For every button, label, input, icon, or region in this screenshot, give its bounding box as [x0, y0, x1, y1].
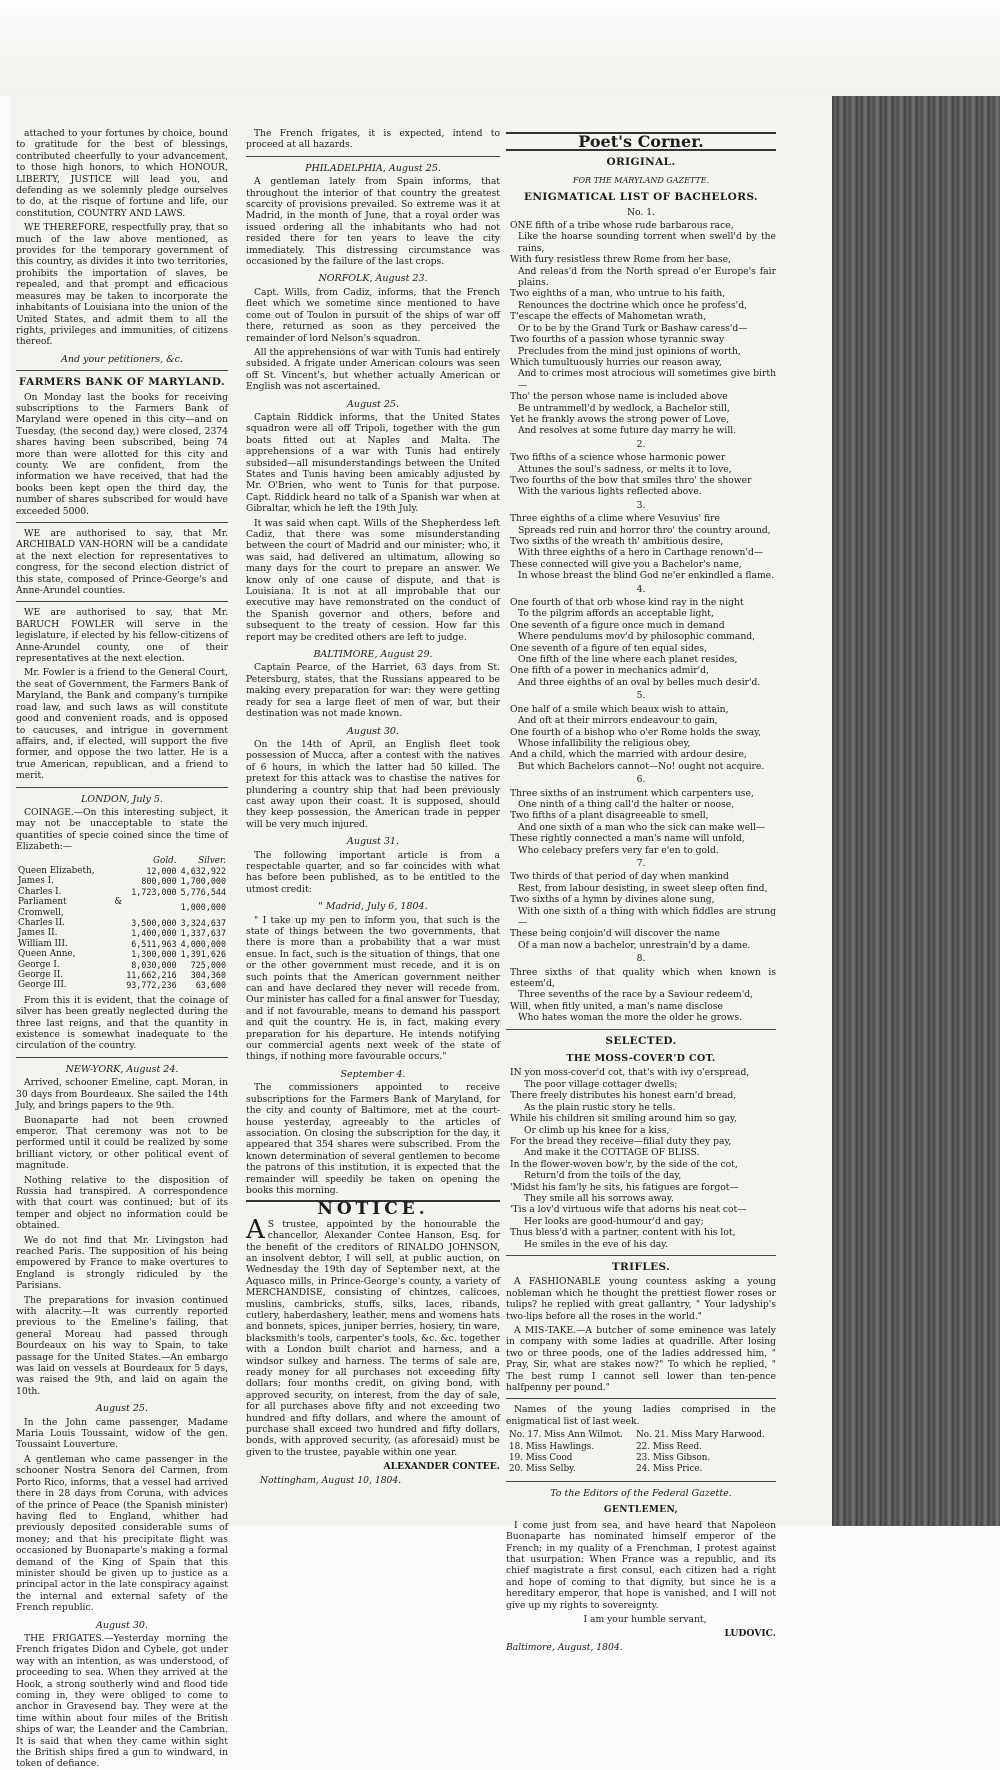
coinage-row [16, 939, 228, 949]
verse-line: And releas'd from the North spread o'er Europe's fair plains. [518, 265, 776, 289]
bank-heading: FARMERS BANK OF MARYLAND. [18, 376, 226, 389]
stanza-number: No. 1. [626, 206, 655, 218]
divider [506, 1255, 776, 1256]
letter-heading: To the Editors of the Federal Gazette. [550, 1487, 732, 1499]
verse-line: Two fifths of a plant disagreeable to smell, [510, 810, 709, 822]
reign-cell: James II. [18, 928, 58, 939]
letter-paragraph: I come just from sea, and have heard that Napoleon Buonaparte has nominated himself emperor of the French; in my quality of a Frenchman, I protest against that usurpation: When France was a republic, and its chief magistrate a first consul, each citizen had a right and hope of coming to that dignity, but since he is a hereditary emperor, that hope is vanished, and I will not give up my rights to sovereignty. [506, 1519, 776, 1611]
verse-line: Tho' the person whose name is included above [510, 391, 728, 403]
news-paragraph: On the 14th of April, an English fleet took possession of Mucca, after a contest with the natives of 6 hours, in which the latter had 50 killed. The pretext for this attack was to chastise the natives for plundering a country ship that had been previously cast away upon their coast. It is supposed, should they keep possession, the American trade in pepper will be very much injured. [246, 738, 500, 830]
reign-cell: George II. [18, 970, 64, 981]
reign-cell: James I. [18, 876, 54, 887]
verse-line: Two eighths of a man, who untrue to his faith, [510, 288, 726, 300]
verse-line: One fourth of a bishop who o'er Rome holds the sway, [510, 726, 761, 738]
ladies-row [506, 1453, 776, 1464]
gold-cell: 8,030,000 [131, 959, 177, 970]
verse-line: Whose infallibility the religious obey, [518, 737, 691, 749]
divider [16, 1057, 228, 1058]
news-paragraph: It was said when capt. Wills of the Shepherdess left Cadiz, that there was some misunderstanding between the court of Madrid and our minister; who, it was said, had delivered an ultimatum, allowing so many days for the court to prepare an answer. We know only of one cause of dispute, and that is Louisiana. It is not at all improbable that our executive may have remonstrated on the conduct of the Spanish governor and others, before and subsequent to the treaty of cession. How far this report may be credited others are left to judge. [246, 517, 500, 643]
petition-paragraph: WE THEREFORE, respectfully pray, that so much of the law above mentioned, as provides for the temporary government of this country, as divides it into two territories, prohibits the importation of slaves, be repealed, and that prompt and efficacious measures may be taken to incorporate the inhabitants of Louisiana into the union of the United States, and admit them to all the rights, privileges and immunities, of citizens thereof. [16, 222, 228, 348]
reign-cell: Parliament & Cromwell, [18, 897, 123, 918]
news-paragraph: Buonaparte had not been crowned emperor. That ceremony was not to be performed until it could be realized by some brilliant victory, or other political event of magnitude. [16, 1114, 228, 1172]
verse-line: Attunes the soul's sadness, or melts it to love, [518, 463, 732, 475]
coinage-row [16, 960, 228, 970]
header-cell: Silver. [198, 855, 226, 866]
stanza [506, 220, 776, 437]
notice-title: NOTICE. [246, 1200, 500, 1215]
silver-cell: 304,360 [190, 970, 226, 981]
dateline: September 4. [340, 1068, 406, 1080]
verse-line: Return'd from the toils of the day, [524, 1170, 682, 1182]
ladies-row [506, 1464, 776, 1475]
trifles-title: TRIFLES. [611, 1260, 671, 1273]
gold-cell: 6,511,963 [131, 938, 177, 949]
verse-line: Two fifths of a science whose harmonic power [510, 452, 726, 464]
silver-cell: 1,391,626 [180, 949, 226, 960]
silver-cell: 4,632,922 [180, 865, 226, 876]
news-paragraph: All the apprehensions of war with Tunis had entirely subsided. A frigate under American colours was seen off St. Vincent's, but whether actually American or English was not ascertained. [246, 346, 500, 393]
stanza [506, 967, 776, 1024]
dateline: August 25. [96, 1403, 148, 1415]
reign-cell: Charles I. [18, 886, 62, 897]
verse-line: In whose breast the blind God ne'er enkindled a flame. [518, 570, 775, 582]
news-paragraph: The following important article is from a respectable quarter, and so far coincides with what has before been published, as to be entitled to the utmost credit: [246, 849, 500, 895]
dateline: August 31. [347, 836, 399, 848]
gold-cell: 1,723,000 [131, 886, 177, 897]
verse-line: Thus bless'd with a partner, content with his lot, [510, 1227, 736, 1239]
verse-line: One fifth of a power in mechanics admir'd, [510, 665, 709, 677]
enigma-stanzas [506, 207, 776, 1024]
column-2 [246, 128, 500, 1498]
verse-line: Or to be by the Grand Turk or Bashaw caress'd— [518, 322, 748, 334]
coinage-row [16, 928, 228, 938]
news-paragraph: Arrived, schooner Emeline, capt. Moran, in 30 days from Bourdeaux. She sailed the 14th July, and brings papers to the 9th. [16, 1077, 228, 1112]
dateline: " Madrid, July 6, 1804. [318, 901, 428, 913]
divider [246, 156, 500, 157]
dateline: PHILADELPHIA, August 25. [305, 162, 441, 174]
header-cell [16, 856, 124, 866]
stanza-number: 5. [636, 690, 646, 702]
divider [16, 522, 228, 523]
verse-line: Spreads red ruin and horror thro' the country around, [518, 524, 771, 536]
book-spine [832, 96, 1000, 1526]
lady-name: 22. Miss Reed. [636, 1441, 702, 1452]
reign-cell: Queen Elizabeth, [18, 865, 95, 876]
verse-line: While his children sit smiling around him so gay, [510, 1113, 737, 1125]
verse-line: These connected will give you a Bachelor's name, [510, 558, 742, 570]
verse-line: Rest, from labour desisting, in sweet sleep often find, [518, 882, 768, 894]
lady-name: No. 21. Miss Mary Harwood. [636, 1430, 765, 1441]
news-paragraph: Capt. Wills, from Cadiz, informs, that the French fleet which we sometime since mentioned to have come out of Toulon in pursuit of the ships of war off there, returned as soon as they perceived the remainder of lord Nelson's squadron. [246, 286, 500, 344]
gold-cell: 11,662,216 [126, 970, 177, 981]
election-ad: WE are authorised to say, that Mr. ARCHIBALD VAN-HORN will be a candidate at the next election for representatives to congress, for the second election district of this state, composed of Prince-George's and Anne-Arundel counties. [16, 528, 228, 597]
verse-line: One ninth of a thing call'd the halter or noose, [518, 798, 735, 810]
verse-line: And to crimes most atrocious will sometimes give birth— [518, 368, 776, 391]
verse-line: Renounces the doctrine which once he profess'd, [518, 299, 748, 311]
verse-line: One seventh of a figure of ten equal sides, [510, 642, 707, 654]
verse-line: 'Tis a lov'd virtuous wife that adorns his neat cot— [510, 1204, 747, 1216]
verse-line: As the plain rustic story he tells. [524, 1101, 676, 1113]
silver-cell: 1,337,637 [180, 928, 226, 939]
verse-line: Her looks are good-humour'd and gay; [524, 1215, 704, 1227]
poem-title: THE MOSS-COVER'D COT. [566, 1053, 716, 1065]
silver-cell: 4,000,000 [180, 938, 226, 949]
news-paragraph: Captain Riddick informs, that the United States squadron were all off Tripoli, together with the gun boats fitted out at Naples and Malta. The apprehensions of a war with Tunis had entirely subsided—all misunderstandings between the United States and Tunis having been amicably adjusted by Mr. O'Brien, who went to Tunis for that purpose. Capt. Riddick heard no talk of a Spanish war when at Gibraltar, which he left the 19th July. [246, 411, 500, 515]
verse-line: With three eighths of a hero in Carthage renown'd— [518, 547, 764, 559]
verse-line: Which tumultuously hurries our reason away, [510, 356, 722, 368]
news-paragraph: A gentleman lately from Spain informs, that throughout the interior of that country the greatest scarcity of provisions prevailed. So extreme was it at Madrid, in the month of June, that a royal order was issued ordering all the inhabitants who had not resided there for ten years to leave the city immediately. This distressing circumstance was occasioned by the failure of the last crops. [246, 176, 500, 268]
verse-line: To the pilgrim affords an acceptable light, [518, 608, 714, 620]
ladies-heading: Names of the young ladies comprised in the enigmatical list of last week. [506, 1404, 776, 1427]
gold-cell: 3,500,000 [131, 918, 177, 928]
gold-cell [124, 897, 178, 918]
verse-line: IN yon moss-cover'd cot, that's with ivy o'erspread, [510, 1067, 750, 1079]
dateline: August 30. [96, 1619, 148, 1631]
reign-cell: George I. [18, 959, 60, 970]
divider [16, 601, 228, 602]
silver-cell: 5,776,544 [180, 886, 226, 897]
dateline: LONDON, July 5. [81, 793, 163, 805]
verse-line: With the various lights reflected above. [518, 486, 702, 498]
news-paragraph: Captain Pearce, of the Harriet, 63 days from St. Petersburg, states, that the Russians appeared to be making every preparation for war: they were getting ready for sea a large fleet of men of war, but their destination was not made known. [246, 662, 500, 720]
enigma-title: ENIGMATICAL LIST OF BACHELORS. [524, 191, 758, 204]
petition-close: And your petitioners, &c. [61, 353, 183, 365]
stanza [506, 871, 776, 951]
verse-line: For the bread they receive—filial duty they pay, [510, 1135, 732, 1147]
verse-line: Of a man now a bachelor, unrestrain'd by a dame. [518, 939, 751, 951]
lady-name: 20. Miss Selby. [509, 1464, 576, 1475]
verse-line: ONE fifth of a tribe whose rude barbarous race, [510, 220, 734, 232]
silver-cell: 1,000,000 [180, 902, 226, 913]
verse-line: With fury resistless threw Rome from her base, [510, 254, 731, 266]
dateline: August 30. [347, 725, 399, 737]
verse-line: The poor village cottager dwells; [524, 1078, 678, 1090]
verse-line: Who hates woman the more the older he grows. [518, 1012, 742, 1024]
verse-line: One half of a smile which beaux wish to attain, [510, 703, 729, 715]
news-paragraph: We do not find that Mr. Livingston had reached Paris. The supposition of his being empowered by France to make overtures to England is strongly ridiculed by the Parisians. [16, 1234, 228, 1292]
verse-line: In the flower-woven bow'r, by the side of the cot, [510, 1158, 738, 1170]
verse-line: These being conjoin'd will discover the name [510, 928, 720, 940]
verse-line: And make it the COTTAGE OF BLISS. [524, 1147, 700, 1159]
drop-cap: A [246, 1214, 265, 1245]
column-3 [506, 128, 776, 1653]
lady-name: 19. Miss Cood [509, 1453, 573, 1464]
reign-cell: Queen Anne, [18, 949, 76, 960]
news-paragraph: A gentleman who came passenger in the schooner Nostra Senora del Carmen, from Porto Rico, informs, that a vessel had arrived there in 28 days from Coruna, with advices of the prince of Peace (the Spanish minister) having fled to England, whither had previously deposited considerable sums of money; and that his precipitate flight was occasioned by Buonaparte's making a formal demand of the King of Spain that this minister should be given up to justice as a principal actor in the late conspiracy against the internal and external safety of the French republic. [16, 1453, 228, 1614]
verse-line: There freely distributes his honest earn'd bread, [510, 1090, 737, 1102]
silver-cell: 3,324,637 [180, 918, 226, 928]
verse-line: Like the hoarse sounding torrent when swell'd by the rains, [518, 231, 776, 254]
verse-line: Or climb up his knee for a kiss, [524, 1124, 670, 1136]
verse-line: Two fourths of the bow that smiles thro' the shower [510, 474, 752, 486]
verse-line: Will, when fitly united, a man's name disclose [510, 1000, 723, 1012]
stanza-number: 6. [636, 774, 646, 786]
verse-line: 'Midst his fam'ly he sits, his fatigues are forgot— [510, 1181, 739, 1193]
divider [506, 1398, 776, 1399]
notice-place: Nottingham, August 10, 1804. [260, 1474, 402, 1486]
subtitle: FOR THE MARYLAND GAZETTE. [572, 175, 710, 185]
news-paragraph: The preparations for invasion continued with alacrity.—It was currently reported previous to the Emeline's failing, that general Moreau had passed through Bourdeaux on his way to Spain, to take passage for the United States.—An embargo was laid on vessels at Bourdeaux for 5 days, was raised the 9th, and laid on again the 10th. [16, 1294, 228, 1397]
news-paragraph: The commissioners appointed to receive subscriptions for the Farmers Bank of Maryland, for the city and county of Baltimore, met at the court-house yesterday, agreeably to the articles of association. On closing the subscription for the day, it appeared that 354 shares were subscribed. From the known determination of several gentlemen to become the patrons of this institution, it is expected that the remainder will speedily be taken on opening the books this morning. [246, 1082, 500, 1196]
stanza [506, 597, 776, 688]
trifle-paragraph: A MIS-TAKE.—A butcher of some eminence was lately in company with some ladies at quadrille. After losing two or three poods, one of the ladies addressed him, " Pray, Sir, what are stakes now?" To which he replied, " The best rump I cannot sell lower than ten-pence halfpenny per pound." [506, 1325, 776, 1394]
dateline: NEW-YORK, August 24. [65, 1063, 179, 1075]
stanza-number: 3. [636, 499, 646, 511]
silver-cell: 63,600 [195, 980, 226, 991]
ladies-list [506, 1430, 776, 1476]
verse-line: Two sixths of the wreath th' ambitious desire, [510, 536, 724, 547]
verse-line: Three sixths of that quality which when known is esteem'd, [510, 966, 776, 990]
gold-cell: 12,000 [146, 865, 177, 876]
coinage-header-row [16, 856, 228, 866]
reign-cell: George III. [18, 980, 67, 991]
silver-cell: 1,700,000 [180, 876, 226, 887]
coinage-intro: COINAGE.—On this interesting subject, it may not be unacceptable to state the quantities of specie coined since the time of Elizabeth:— [16, 806, 228, 853]
verse-line: And three eighths of an oval by belles much desir'd. [518, 676, 761, 688]
gold-cell: 93,772,236 [126, 980, 177, 991]
column-1 [16, 128, 228, 1770]
verse-line: Precludes from the mind just opinions of worth, [518, 345, 741, 357]
coinage-conclusion: From this it is evident, that the coinage of silver has been greatly neglected during the three last reigns, and that the quantity in existence is somewhat inadequate to the circulation of the country. [16, 994, 228, 1052]
dateline: August 25. [347, 398, 399, 410]
gold-cell: 1,400,000 [131, 928, 177, 939]
divider [506, 1029, 776, 1030]
news-paragraph: Nothing relative to the disposition of Russia had transpired. A correspondence with that court was continued; but of its temper and object no information could be obtained. [16, 1174, 228, 1232]
section-label: ORIGINAL. [606, 156, 676, 169]
news-paragraph: The French frigates, it is expected, intend to proceed at all hazards. [246, 128, 500, 151]
stanza-number: 7. [636, 857, 646, 869]
coinage-row [16, 897, 228, 918]
coinage-row [16, 980, 228, 990]
verse-line: Two thirds of that period of day when mankind [510, 871, 729, 883]
reign-cell: William III. [18, 938, 68, 949]
verse-line: One fourth of that orb whose kind ray in the night [510, 597, 744, 609]
section-label: SELECTED. [605, 1034, 677, 1047]
stanza [506, 452, 776, 498]
poem-verse [506, 1067, 776, 1250]
stanza [506, 513, 776, 581]
notice-signature: ALEXANDER CONTEE. [383, 1461, 500, 1473]
letter-close: I am your humble servant, [583, 1613, 707, 1625]
verse-line: Be untrammell'd by wedlock, a Bachelor still, [518, 402, 730, 414]
news-paragraph: In the John came passenger, Madame Maria Louis Toussaint, widow of the gen. Toussaint Louverture. [16, 1416, 228, 1451]
verse-line: Two sixths of a hymn by divines alone sung, [510, 894, 715, 906]
verse-line: Three sevenths of the race by a Saviour redeem'd, [518, 989, 754, 1001]
divider [506, 1481, 776, 1482]
stanza [506, 704, 776, 772]
verse-line: T'escape the effects of Mahometan wrath, [510, 311, 707, 323]
poets-corner-title: Poet's Corner. [506, 132, 776, 151]
verse-line: With one sixth of a thing with which fiddles are strung— [518, 905, 776, 928]
notice-paragraph [246, 1214, 500, 1459]
verse-line: And oft at their mirrors endeavour to gain, [518, 715, 718, 727]
ladies-row [506, 1430, 776, 1441]
lady-name: 24. Miss Price. [636, 1464, 703, 1475]
verse-line: He smiles in the eve of his day. [524, 1238, 669, 1250]
gold-cell: 1,300,000 [131, 949, 177, 960]
verse-line: And one sixth of a man who the sick can make well— [518, 821, 766, 833]
coinage-row [16, 949, 228, 959]
verse-line: Two fourths of a passion whose tyrannic sway [510, 334, 725, 346]
verse-line: One fifth of the line where each planet resides, [518, 654, 738, 666]
dateline: BALTIMORE, August 29. [313, 649, 433, 661]
letter-signature: LUDOVIC. [724, 1628, 776, 1640]
verse-line: Three eighths of a clime where Vesuvius' fire [510, 513, 720, 525]
lady-name: 18. Miss Hawlings. [509, 1441, 595, 1452]
coinage-table [16, 856, 228, 991]
stanza-number: 8. [636, 953, 646, 965]
reign-cell: Charles II. [18, 918, 65, 928]
news-paragraph: " I take up my pen to inform you, that such is the state of things between the two governments, that there is more than a probability that a war must ensue. In fact, such is the situation of things, that one or the other government must recede, and it is on such points that the American government neither can and have declared they never will recede from. Our minister has called for a final answer for Tuesday, and if not favourable, means to demand his passport and quit the country. He is, in fact, making every preparation for his departure. He intends notifying our commercial agents next week of the state of things, if nothing more favourable occurs." [246, 914, 500, 1063]
verse-line: And resolves at some future day marry he will. [518, 425, 737, 437]
trifle-paragraph: A FASHIONABLE young countess asking a young nobleman which he thought the prettiest flower roses or tulips? he replied with great gallantry, " Your ladyship's two-lips before all the roses in the world." [506, 1276, 776, 1322]
scan-margin-top [0, 0, 1000, 96]
stanza [506, 788, 776, 856]
coinage-row [16, 876, 228, 886]
lady-name: 23. Miss Gibson. [636, 1453, 711, 1464]
divider [16, 787, 228, 788]
verse-line: They smile all his sorrows away. [524, 1192, 674, 1204]
coinage-row [16, 866, 228, 876]
verse-line: Where pendulums mov'd by philosophic command, [518, 631, 756, 643]
coinage-row [16, 887, 228, 897]
lady-name: No. 17. Miss Ann Wilmot. [509, 1430, 623, 1441]
stanza-number: 2. [636, 438, 646, 450]
verse-line: Yet he frankly avows the strong power of Love, [510, 413, 730, 425]
petition-paragraph: attached to your fortunes by choice, bound to gratitude for the best of blessings, contributed cheerfully to your advancement, to those high honors, to which HONOUR, LIBERTY, JUSTICE will lead you, and defending as we solemnly pledge ourselves to do, at the risque of fortune and life, our constitution, COUNTRY AND LAWS. [16, 128, 228, 219]
header-cell: Gold. [153, 855, 177, 866]
letter-salutation: GENTLEMEN, [603, 1505, 679, 1516]
letter-place: Baltimore, August, 1804. [506, 1641, 623, 1653]
stanza-number: 4. [636, 583, 646, 595]
verse-line: One seventh of a figure once much in demand [510, 619, 725, 631]
coinage-row [16, 918, 228, 928]
verse-line: But which Bachelors cannot—No! ought not acquire. [518, 760, 765, 772]
gold-cell: 800,000 [141, 876, 177, 887]
verse-line: Three sixths of an instrument which carpenters use, [510, 787, 754, 799]
dateline: NORFOLK, August 23. [318, 273, 428, 285]
silver-cell: 725,000 [190, 959, 226, 970]
election-ad: Mr. Fowler is a friend to the General Court, the seat of Government, the Farmers Bank of Maryland, the Bank and company's turnpike road law, and such laws as will constitute good and convenient roads, and is opposed to caucuses, and intrigue in government affairs, and, if elected, will support the five former, and oppose the two latter. He is a true American, republican, and a friend to merit. [16, 667, 228, 782]
verse-line: Who celebacy prefers very far e'en to gold. [518, 844, 719, 856]
verse-line: And a child, which the married with ardour desire, [510, 749, 747, 761]
notice-text: S trustee, appointed by the honourable the chancellor, Alexander Contee Hanson, Esq. for the benefit of the creditors of RINALDO JOHNSON, an insolvent debtor, I will sell, at public auction, on Wednesday the 19th day of September next, at the Aquasco mills, in Prince-George's county, a variety of MERCHANDISE, consisting of chintzes, calicoes, muslins, cambricks, stuffs, silks, laces, ribands, cutlery, haberdashery, leather, mens and womens hats and bonnets, spices, juniper berries, hosiery, tin ware, blacksmith's tools, carpenter's tools, &c. &c. together with a London built chariot and harness, and a windsor sulkey and harness. The terms of sale are, ready money for all purchases not exceeding fifty dollars; four months credit, on giving bond, with approved security, on interest, from the day of sale, for all purchases above fifty and not exceeding two hundred and fifty dollars, and where the amount of purchase shall exceed two hundred and fifty dollars, bonds, with approved security, (as aforesaid) must be given to the trustee, payable within one year. [246, 1218, 500, 1458]
coinage-row [16, 970, 228, 980]
news-paragraph: THE FRIGATES.—Yesterday morning the French frigates Didon and Cybele, got under way with an intention, as was understood, of proceeding to sea. When they arrived at the Hook, a strong southerly wind and flood tide coming in, they were obliged to come to anchor in Gravesend bay. They were at the time within about four miles of the British ships of war, the Leander and the Cambrian. It is said that when they came within sight the British ships fired a gun to windward, in token of defiance. [16, 1632, 228, 1770]
ladies-row [506, 1442, 776, 1453]
divider [16, 370, 228, 371]
election-ad: WE are authorised to say, that Mr. BARUCH FOWLER will serve in the legislature, if elected by his fellow-citizens of Anne-Arundel county, one of their representatives at the next election. [16, 607, 228, 665]
bank-paragraph: On Monday last the books for receiving subscriptions to the Farmers Bank of Maryland were opened in this city—and on Tuesday, (the second day,) were closed, 2374 shares having been subscribed, being 74 more than were allotted for this city and county. We are confident, from the information we have received, that had the books been kept open the third day, the number of shares subscribed for would have exceeded 5000. [16, 391, 228, 517]
verse-line: These rightly connected a man's name will unfold, [510, 833, 745, 845]
